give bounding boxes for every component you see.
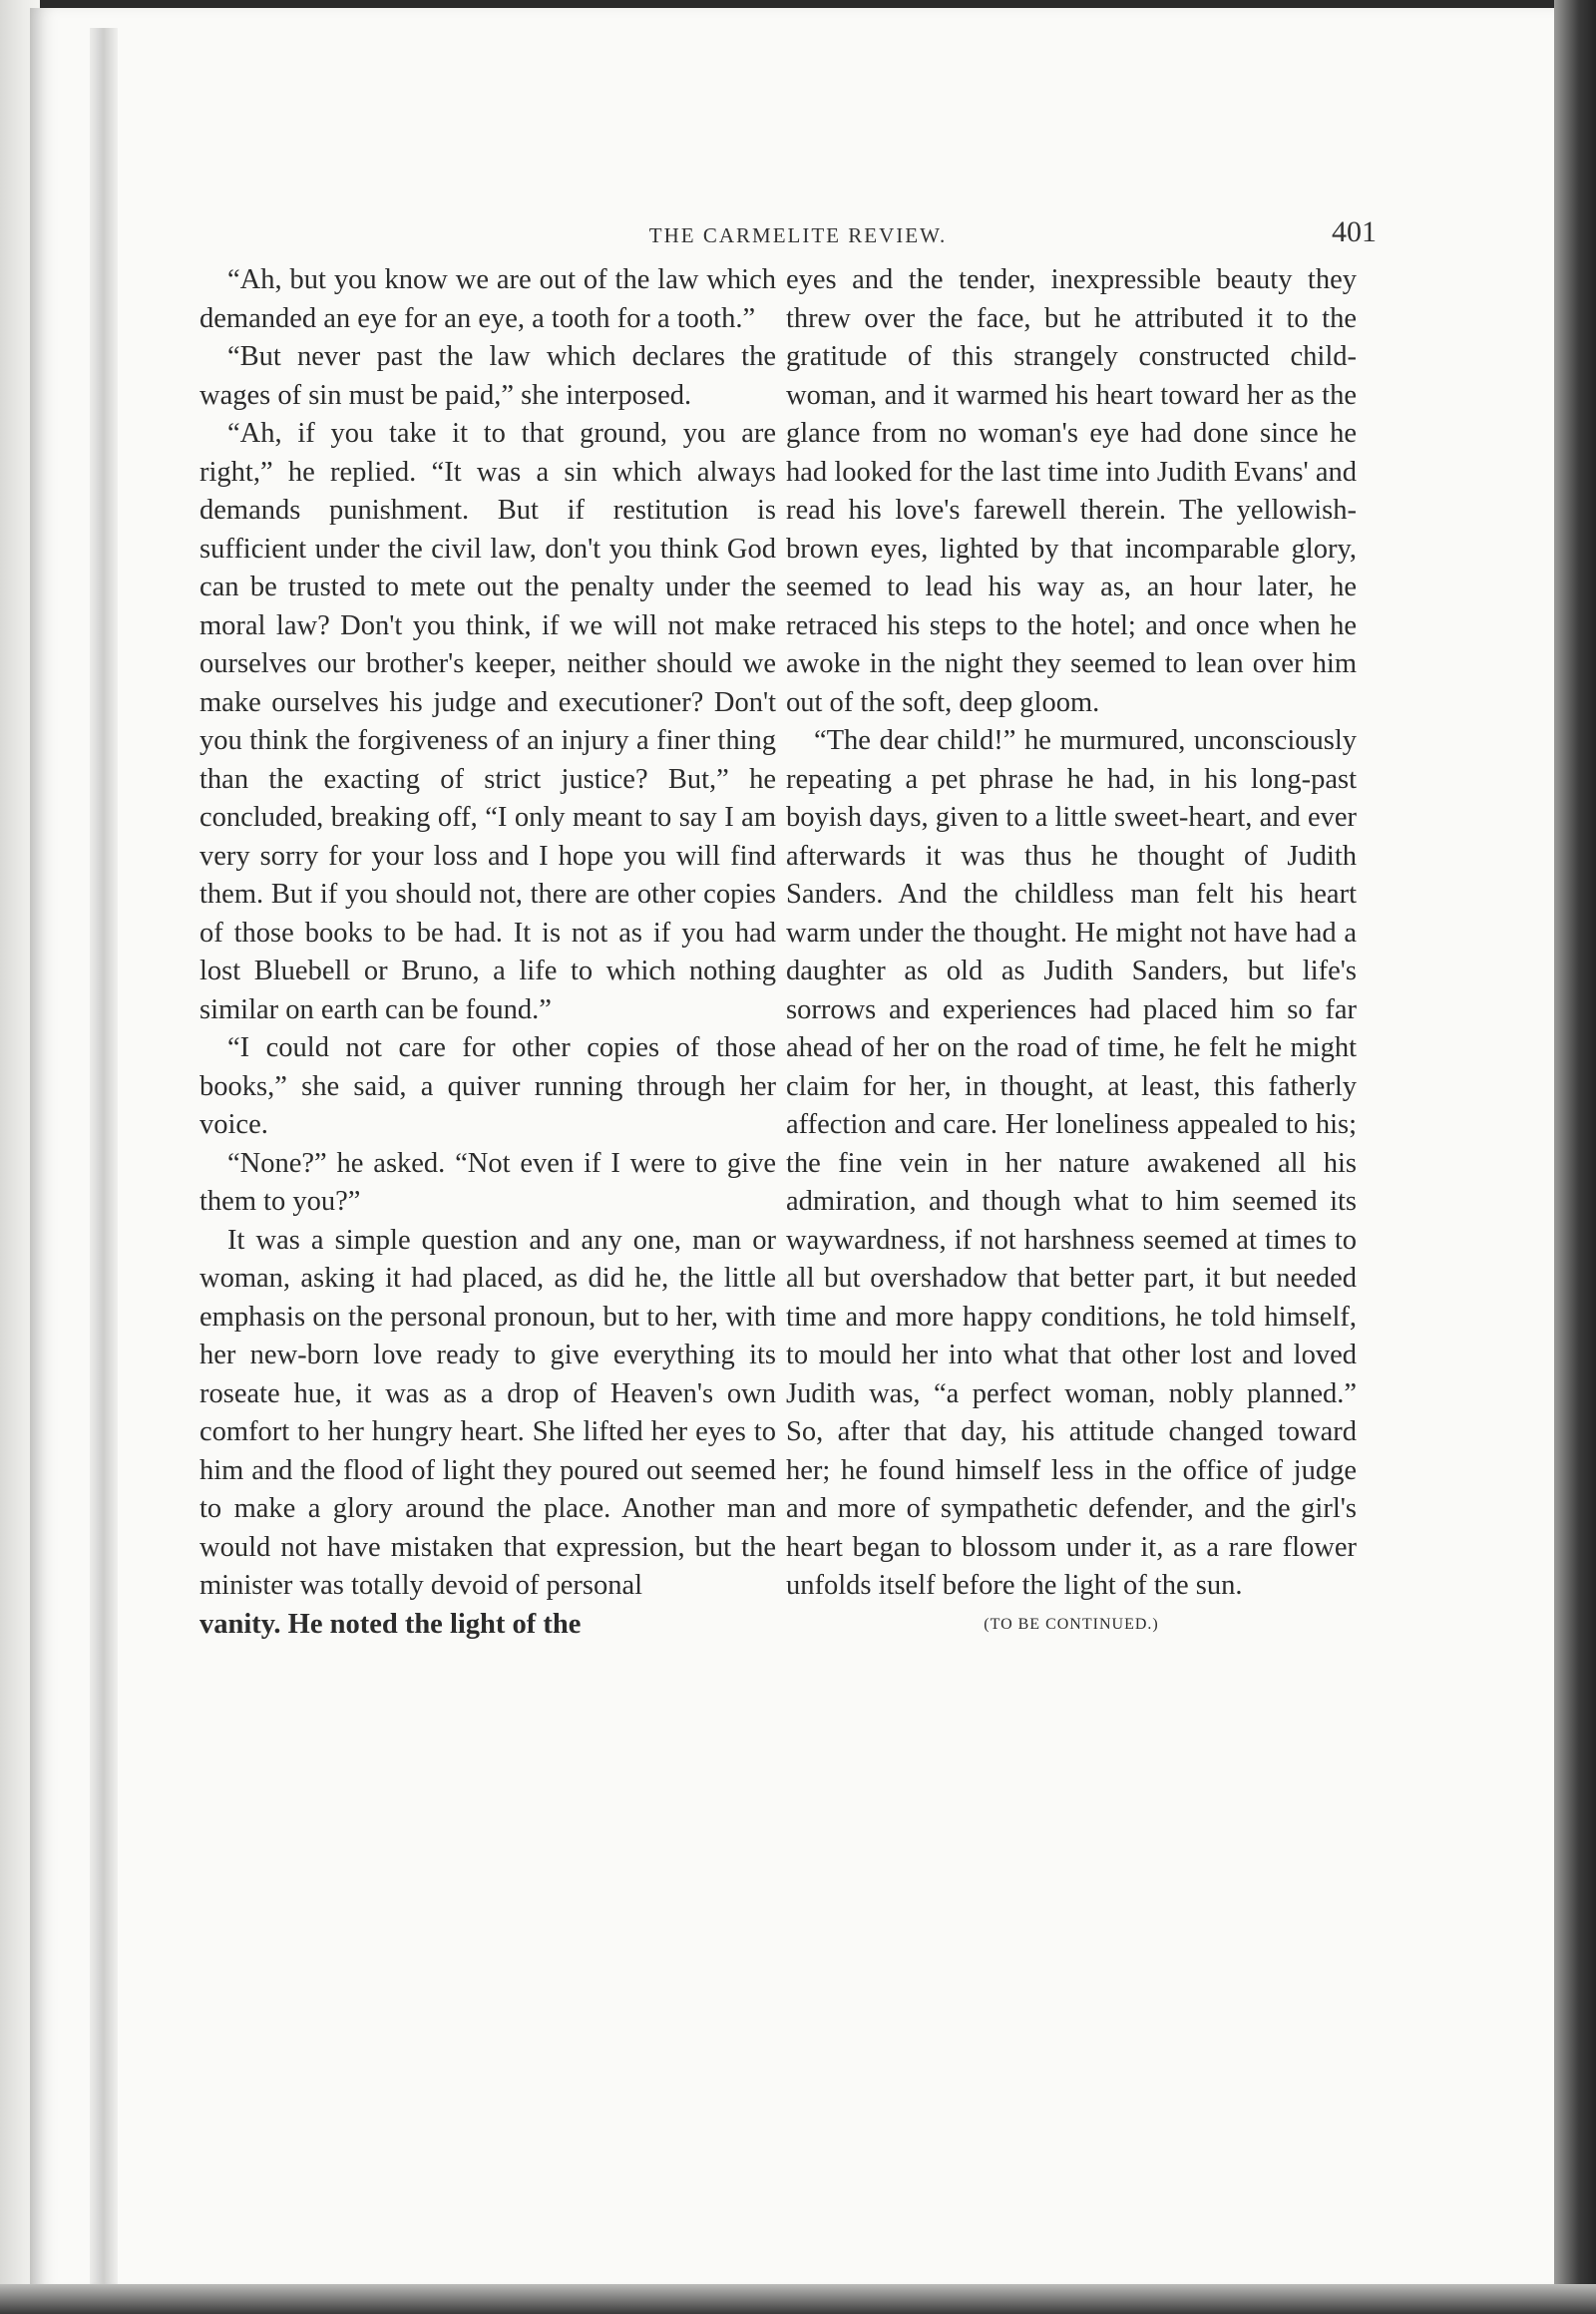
right-column xyxy=(786,261,1357,1644)
running-title: THE CARMELITE REVIEW. xyxy=(648,223,948,247)
paragraph: “None?” he asked. “Not even if I were to give them to you?” xyxy=(200,1147,776,1217)
page-header xyxy=(219,215,1377,253)
page-edge-right xyxy=(1554,0,1596,2314)
to-be-continued: (TO BE CONTINUED.) xyxy=(984,1615,1159,1633)
binding-shadow xyxy=(90,28,118,2292)
paragraph: It was a simple question and any one, man or woman, asking it had placed, as did he, the little emphasis on the personal pronoun, but to her, with her new-born love ready to give everything its roseate hue, it was as a drop of Heaven's own comfort to her hungry heart. She lifted her eyes to him and the flood of light they poured out seemed to make a glory around the place. Another man would not have mistaken that expression, but the minister was totally devoid of personal xyxy=(200,1224,776,1601)
paragraph-last-line: vanity. He noted the light of the xyxy=(200,1608,582,1640)
left-column xyxy=(200,261,776,1644)
paragraph: “Ah, if you take it to that ground, you are right,” he replied. “It was a sin which always demands punishment. But if restitution is sufficient under the civil law, don't you think God can be trusted to mete out the penalty under the moral law? Don't you think, if we will not make ourselves our brother's keeper, neither should we make ourselves his judge and executioner? Don't you think the forgiveness of an injury a finer thing than the exacting of strict justice? But,” he concluded, breaking off, “I only meant to say I am very sorry for your loss and I hope you will find them. But if you should not, there are other copies of those books to be had. It is not as if you had lost Bluebell or Bruno, a life to which nothing similar on earth can be found.” xyxy=(200,418,776,1025)
paragraph-continued: eyes and the tender, inexpressible beauty they threw over the face, but he attributed it to the gratitude of this strangely constructed child-woman, and it warmed his heart toward her as the glance from no woman's eye had done since he had looked for the last time into Judith Evans' and read his love's farewell therein. The yellowish-brown eyes, lighted by that incomparable glory, seemed to lead his way as, an hour later, he retraced his steps to the hotel; and once when he awoke in the night they seemed to lean over him out of the soft, deep gloom. xyxy=(786,264,1357,718)
paragraph: “I could not care for other copies of those books,” she said, a quiver running through her voice. xyxy=(200,1032,776,1140)
paragraph: “The dear child!” he murmured, unconsciously repeating a pet phrase he had, in his long-past boyish days, given to a little sweet-heart, and ever afterwards it was thus he thought of Judith Sanders. And the childless man felt his heart warm under the thought. He might not have had a daughter as old as Judith Sanders, but life's sorrows and experiences had placed him so far ahead of her on the road of time, he felt he might claim for her, in thought, at least, this fatherly affection and care. Her loneliness appealed to his; the fine vein in her nature awakened all his admiration, and though what to him seemed its waywardness, if not harshness seemed at times to all but overshadow that better part, it but needed time and more happy conditions, he told himself, to mould her into what that other lost and loved Judith was, “a perfect woman, nobly planned.” So, after that day, his attitude changed toward her; he found himself less in the office of judge and more of sympathetic defender, and the girl's heart began to blossom under it, as a rare flower unfolds itself before the light of the sun. xyxy=(786,725,1357,1601)
paragraph: “Ah, but you know we are out of the law which demanded an eye for an eye, a tooth for a tooth.” xyxy=(200,264,776,334)
page-edge-bottom xyxy=(0,2284,1596,2314)
paragraph: “But never past the law which declares the wages of sin must be paid,” she interposed. xyxy=(200,341,776,411)
page-number: 401 xyxy=(1332,215,1377,248)
